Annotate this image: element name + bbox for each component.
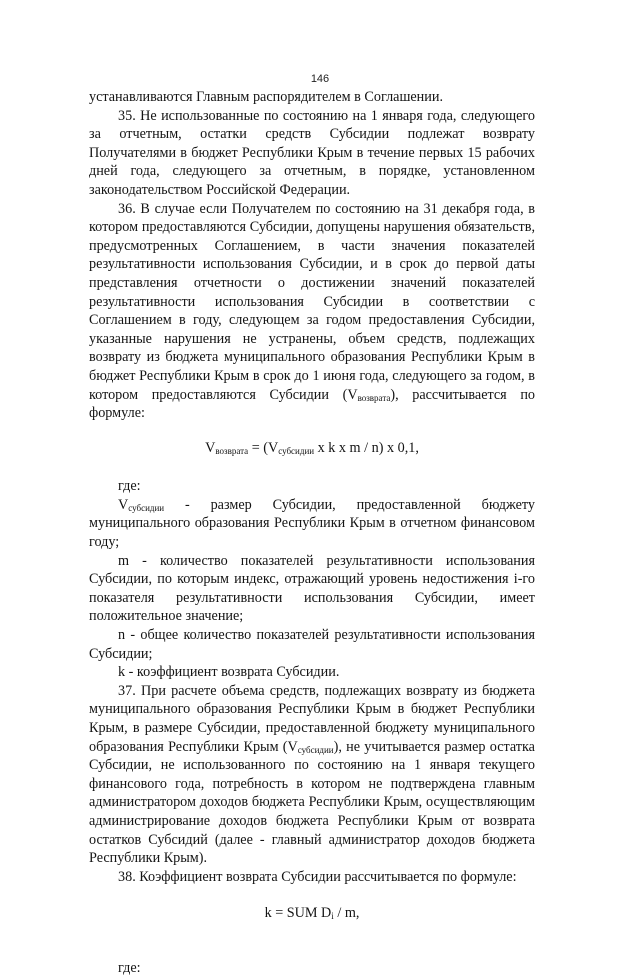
page-number: 146 [310, 73, 330, 85]
paragraph-36 [89, 200, 535, 423]
spacer [89, 945, 535, 959]
paragraph-36-end: ), рассчитывается по формуле: [89, 386, 535, 422]
paragraph-continuation: устанавливаются Главным распорядителем в Соглашении. [89, 89, 443, 105]
where-label-2: где: [118, 959, 141, 976]
formula1-end: x k x m / n) x 0,1, [314, 439, 419, 456]
document-body [89, 88, 535, 978]
formula2-end: / m, [333, 905, 360, 922]
definition-k: k - коэффициент возврата Субсидии. [118, 664, 340, 681]
paragraph-37 [89, 682, 535, 868]
definition-n: n - общее количество показателей результативности использования Субсидии; [89, 627, 535, 662]
def-v-subscript: субсидии [128, 502, 165, 513]
paragraph-36-subscript: возврата [357, 392, 391, 403]
paragraph-37-text: 37. При расчете объема средств, подлежащих возврату из бюджета муниципального образования Республики Крым в бюджет Республики Крым, в размере Субсидии, предоставленной бюджету муниципального образования Республики Крым (V [89, 682, 535, 755]
paragraph-36-text: 36. В случае если Получателем по состоянию на 31 декабря года, в котором предоставляются Субсидии, допущены нарушения обязательств, предусмотренных Соглашением, в части значения показателей результативности использования Субсидии, и в срок до первой даты представления отчетности о достижении значений показателей результативности использования Субсидии в соответствии с Соглашением в году, следующем за годом предоставления Субсидии, указанные нарушения не устранены, объем средств, подлежащих возврату из бюджета муниципального образования Республики Крым в бюджет Республики Крым в срок до 1 июня года, следующего за годом, в котором предоставляются Субсидии (V [89, 200, 535, 403]
formula1-mid: = (V [248, 439, 279, 456]
formula2-start: k = SUM D [264, 905, 332, 922]
formula1-sub-return: возврата [215, 445, 249, 456]
formula-return-volume [89, 439, 535, 458]
definition-m: m - количество показателей результативности использования Субсидии, по которым индекс, отражающий уровень недостижения i-го показателя результативности использования Субсидии, имеет положительное значение; [89, 552, 535, 625]
where-label-1: где: [118, 478, 141, 495]
definition-v-subsidy [89, 496, 535, 552]
def-v-text: - размер Субсидии, предоставленной бюджету муниципального образования Республики Крым в отчетном финансовом году; [89, 496, 535, 551]
def-v-symbol: V [118, 496, 129, 513]
paragraph-35: 35. Не использованные по состоянию на 1 января года, следующего за отчетным, остатки средств Субсидии подлежат возврату Получателями в бюджет Республики Крым в течение первых 15 рабочих дней года, следующего за отчетным, в порядке, установленном законодательством Российской Федерации. [89, 107, 535, 198]
paragraph-38: 38. Коэффициент возврата Субсидии рассчитывается по формуле: [118, 868, 517, 885]
formula2-subscript: i [331, 911, 334, 922]
paragraph-37-end: ), не учитывается размер остатка Субсидии, не использованного по состоянию на 1 января текущего финансового года, потребность в котором не подтверждена главным администратором доходов бюджета Республики Крым, осуществляющим администрирование доходов бюджета Республики Крым от возврата остатков Субсидий (далее - главный администратор доходов бюджета Республики Крым). [89, 738, 535, 867]
formula-coefficient [89, 904, 535, 923]
formula1-sub-subsidy: субсидии [278, 445, 315, 456]
formula1-v: V [205, 439, 216, 456]
paragraph-37-subscript: субсидии [297, 744, 334, 755]
